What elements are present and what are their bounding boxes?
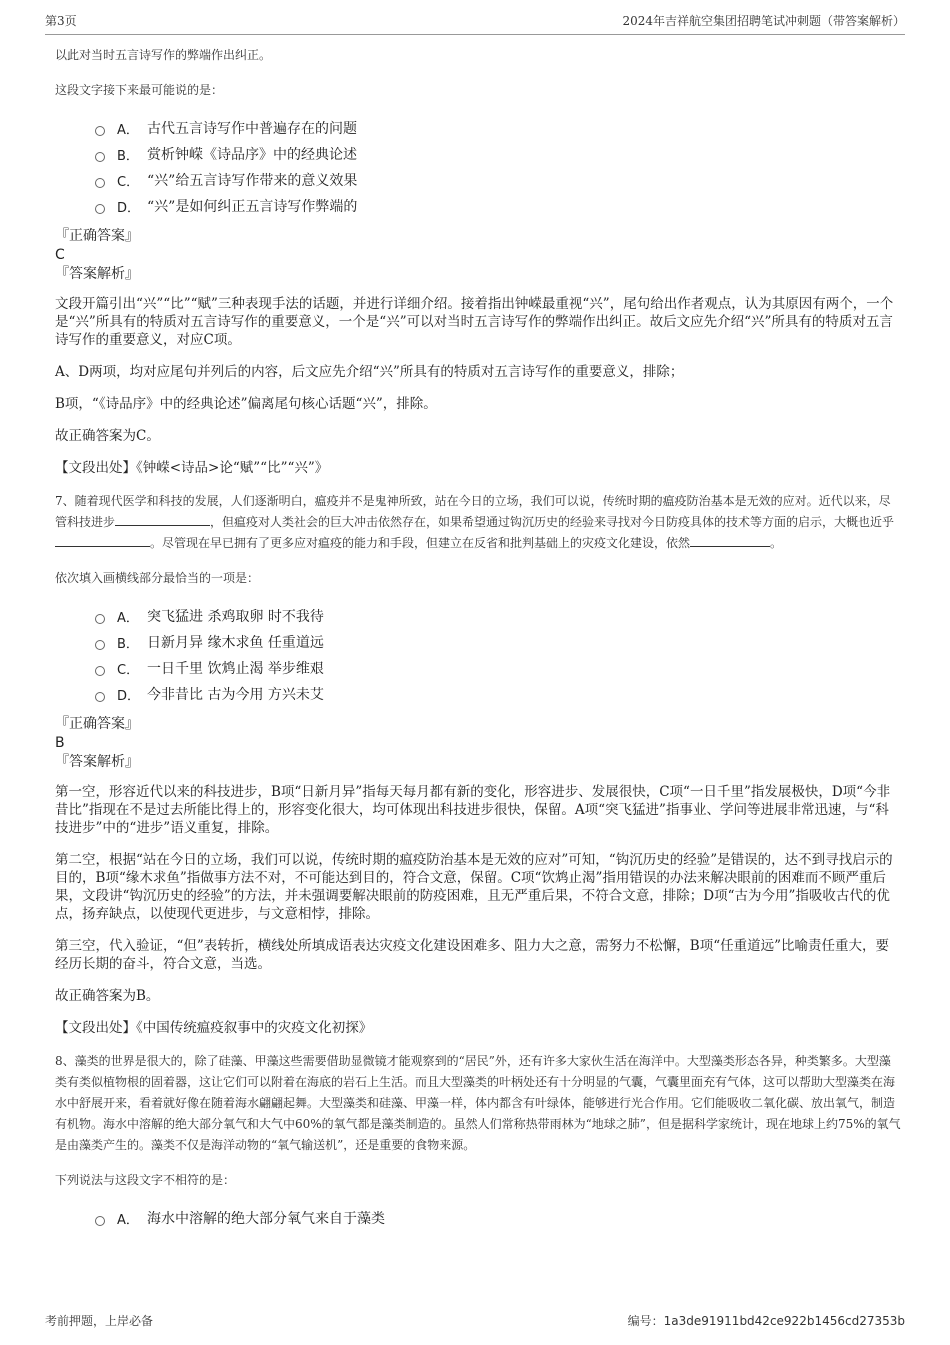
q6-option-c[interactable] [95, 167, 902, 193]
option-text: 海水中溶解的绝大部分氧气来自于藻类 [147, 1211, 385, 1227]
option-text: “兴”是如何纠正五言诗写作弊端的 [147, 199, 358, 215]
q7-stem-part2: ，但瘟疫对人类社会的巨大冲击依然存在，如果希望通过钩沉历史的经验来寻找对今日防疫具体的技术等方面的启示，大概也近乎 [210, 515, 895, 529]
q6-options [95, 115, 902, 219]
radio-icon[interactable] [95, 614, 105, 624]
radio-icon[interactable] [95, 178, 105, 188]
q7-analysis-p3: 第三空，代入验证，“但”表转折，横线处所填成语表达灾疫文化建设困难多、阻力大之意，需努力不松懈，B项“任重道远”比喻责任重大，要经历长期的奋斗，符合文意，当选。 [55, 938, 890, 972]
document-title: 2024年吉祥航空集团招聘笔试冲刺题（带答案解析） [622, 14, 905, 28]
document-id-value: 1a3de91911bd42ce922b1456cd27353b [663, 1314, 905, 1328]
option-letter: D． [117, 688, 141, 704]
q7-stem-part1: 7、随着现代医学和科技的发展，人们逐渐明白，瘟疫并不是鬼神所致，站在今日的立场，我们可以说，传统时期的瘟疫防治基本是无效的应对。近代以来，尽管科技进步 [55, 494, 891, 529]
option-letter: B． [117, 148, 139, 164]
q6-analysis-label: 『答案解析』 [55, 266, 139, 282]
q7-analysis-p2: 第二空，根据“站在今日的立场，我们可以说，传统时期的瘟疫防治基本是无效的应对”可知，“钩沉历史的经验”是错误的，达不到寻找启示的目的，B项“缘木求鱼”指做事方法不对，不可能达到目的，符合文意，保留。C项“饮鸩止渴”指用错误的办法来解决眼前的困难而不顾严重后果，文段讲“钩沉历史的经验”的方法，并未强调要解决眼前的防疫困难，且无严重后果，不符合文意，排除；D项“古为今用”指吸收古代的优点，扬弃缺点，以使现代更进步，与文意相悖，排除。 [55, 852, 893, 922]
q7-option-b[interactable] [95, 629, 902, 655]
q6-answer: C [55, 247, 65, 263]
radio-icon[interactable] [95, 640, 105, 650]
q6-option-d[interactable] [95, 193, 902, 219]
option-text: 古代五言诗写作中普遍存在的问题 [147, 121, 357, 137]
option-text: 赏析钟嵘《诗品序》中的经典论述 [147, 147, 357, 163]
radio-icon[interactable] [95, 204, 105, 214]
document-body [55, 45, 902, 1239]
q7-options [95, 603, 902, 707]
q7-option-c[interactable] [95, 655, 902, 681]
q7-answer-label: 『正确答案』 [55, 716, 139, 732]
q7-analysis-label: 『答案解析』 [55, 754, 139, 770]
radio-icon[interactable] [95, 126, 105, 136]
option-letter: A． [117, 1212, 139, 1228]
q6-analysis-p4: 故正确答案为C。 [55, 428, 160, 444]
q7-analysis-p4: 故正确答案为B。 [55, 988, 160, 1004]
q6-analysis-p3: B项，“《诗品序》中的经典论述”偏离尾句核心话题“兴”，排除。 [55, 396, 437, 412]
option-text: “兴”给五言诗写作带来的意义效果 [147, 173, 358, 189]
q8-stem: 8、藻类的世界是很大的，除了硅藻、甲藻这些需要借助显微镜才能观察到的“居民”外，还有许多大家伙生活在海洋中。大型藻类形态各异，种类繁多。大型藻类有类似植物根的固着器，这让它们可以附着在海底的岩石上生活。而且大型藻类的叶柄处还有十分明显的气囊，气囊里面充有气体，这可以帮助大型藻类在海水中舒展开来，看着就好像在随着海水翩翩起舞。大型藻类和硅藻、甲藻一样，体内都含有叶绿体，能够进行光合作用。它们能吸收二氧化碳、放出氧气，制造有机物。海水中溶解的绝大部分氧气和大气中60%的氧气都是藻类制造的。虽然人们常称热带雨林为“地球之肺”，但是据科学家统计，现在地球上约75%的氧气是由藻类产生的。藻类不仅是海洋动物的“氧气输送机”，还是重要的食物来源。 [55, 1054, 901, 1152]
q8-options [95, 1205, 902, 1231]
page-number: 第3页 [45, 14, 77, 28]
option-text: 今非昔比 古为今用 方兴未艾 [147, 687, 324, 703]
q6-stem-tail: 以此对当时五言诗写作的弊端作出纠正。 [55, 48, 272, 62]
q7-analysis-p1: 第一空，形容近代以来的科技进步，B项“日新月异”指每天每月都有新的变化，形容进步、发展很快，C项“一日千里”指发展极快，D项“今非昔比”指现在不是过去所能比得上的，形容变化很大，均可体现出科技进步很快，保留。A项“突飞猛进”指事业、学问等进展非常迅速，与“科技进步”中的“进步”语义重复，排除。 [55, 784, 891, 836]
q7-stem [55, 491, 902, 554]
page-header [45, 12, 905, 35]
q7-option-d[interactable] [95, 681, 902, 707]
q7-source: 【文段出处】《中国传统瘟疫叙事中的灾疫文化初探》 [55, 1020, 373, 1036]
option-letter: B． [117, 636, 139, 652]
option-letter: D． [117, 200, 141, 216]
document-id-label: 编号： [627, 1314, 664, 1328]
footer-slogan: 考前押题，上岸必备 [45, 1314, 154, 1328]
q7-stem-part3: 。尽管现在早已拥有了更多应对瘟疫的能力和手段，但建立在反省和批判基础上的灾疫文化建设，依然 [150, 536, 691, 550]
option-text: 一日千里 饮鸩止渴 举步维艰 [147, 661, 324, 677]
q7-option-a[interactable] [95, 603, 902, 629]
option-letter: C． [117, 174, 140, 190]
q8-option-a[interactable] [95, 1205, 902, 1231]
option-letter: A． [117, 122, 139, 138]
option-letter: A． [117, 610, 139, 626]
fill-blank-2 [55, 534, 150, 547]
q6-option-a[interactable] [95, 115, 902, 141]
fill-blank-3 [690, 534, 770, 547]
radio-icon[interactable] [95, 666, 105, 676]
q7-stem-part4: 。 [770, 536, 783, 550]
q8-prompt: 下列说法与这段文字不相符的是： [55, 1173, 236, 1187]
q6-source: 【文段出处】《钟嵘<诗品>论“赋”“比”“兴”》 [55, 460, 329, 476]
q6-prompt: 这段文字接下来最可能说的是： [55, 83, 224, 97]
q6-analysis-p1: 文段开篇引出“兴”“比”“赋”三种表现手法的话题，并进行详细介绍。接着指出钟嵘最重视“兴”，尾句给出作者观点，认为其原因有两个，一个是“兴”所具有的特质对五言诗写作的重要意义，一个是“兴”可以对当时五言诗写作的弊端作出纠正。故后文应先介绍“兴”所具有的特质对五言诗写作的重要意义，对应C项。 [55, 296, 894, 348]
q6-analysis-p2: A、D两项，均对应尾句并列后的内容，后文应先介绍“兴”所具有的特质对五言诗写作的重要意义，排除； [55, 364, 684, 380]
option-letter: C． [117, 662, 140, 678]
fill-blank-1 [115, 513, 210, 526]
page-footer [45, 1312, 905, 1334]
q6-answer-label: 『正确答案』 [55, 228, 139, 244]
document-id [628, 1312, 905, 1334]
option-text: 日新月异 缘木求鱼 任重道远 [147, 635, 324, 651]
q7-answer: B [55, 735, 65, 751]
option-text: 突飞猛进 杀鸡取卵 时不我待 [147, 609, 324, 625]
radio-icon[interactable] [95, 1216, 105, 1226]
q7-prompt: 依次填入画横线部分最恰当的一项是： [55, 571, 260, 585]
radio-icon[interactable] [95, 692, 105, 702]
q6-option-b[interactable] [95, 141, 902, 167]
radio-icon[interactable] [95, 152, 105, 162]
